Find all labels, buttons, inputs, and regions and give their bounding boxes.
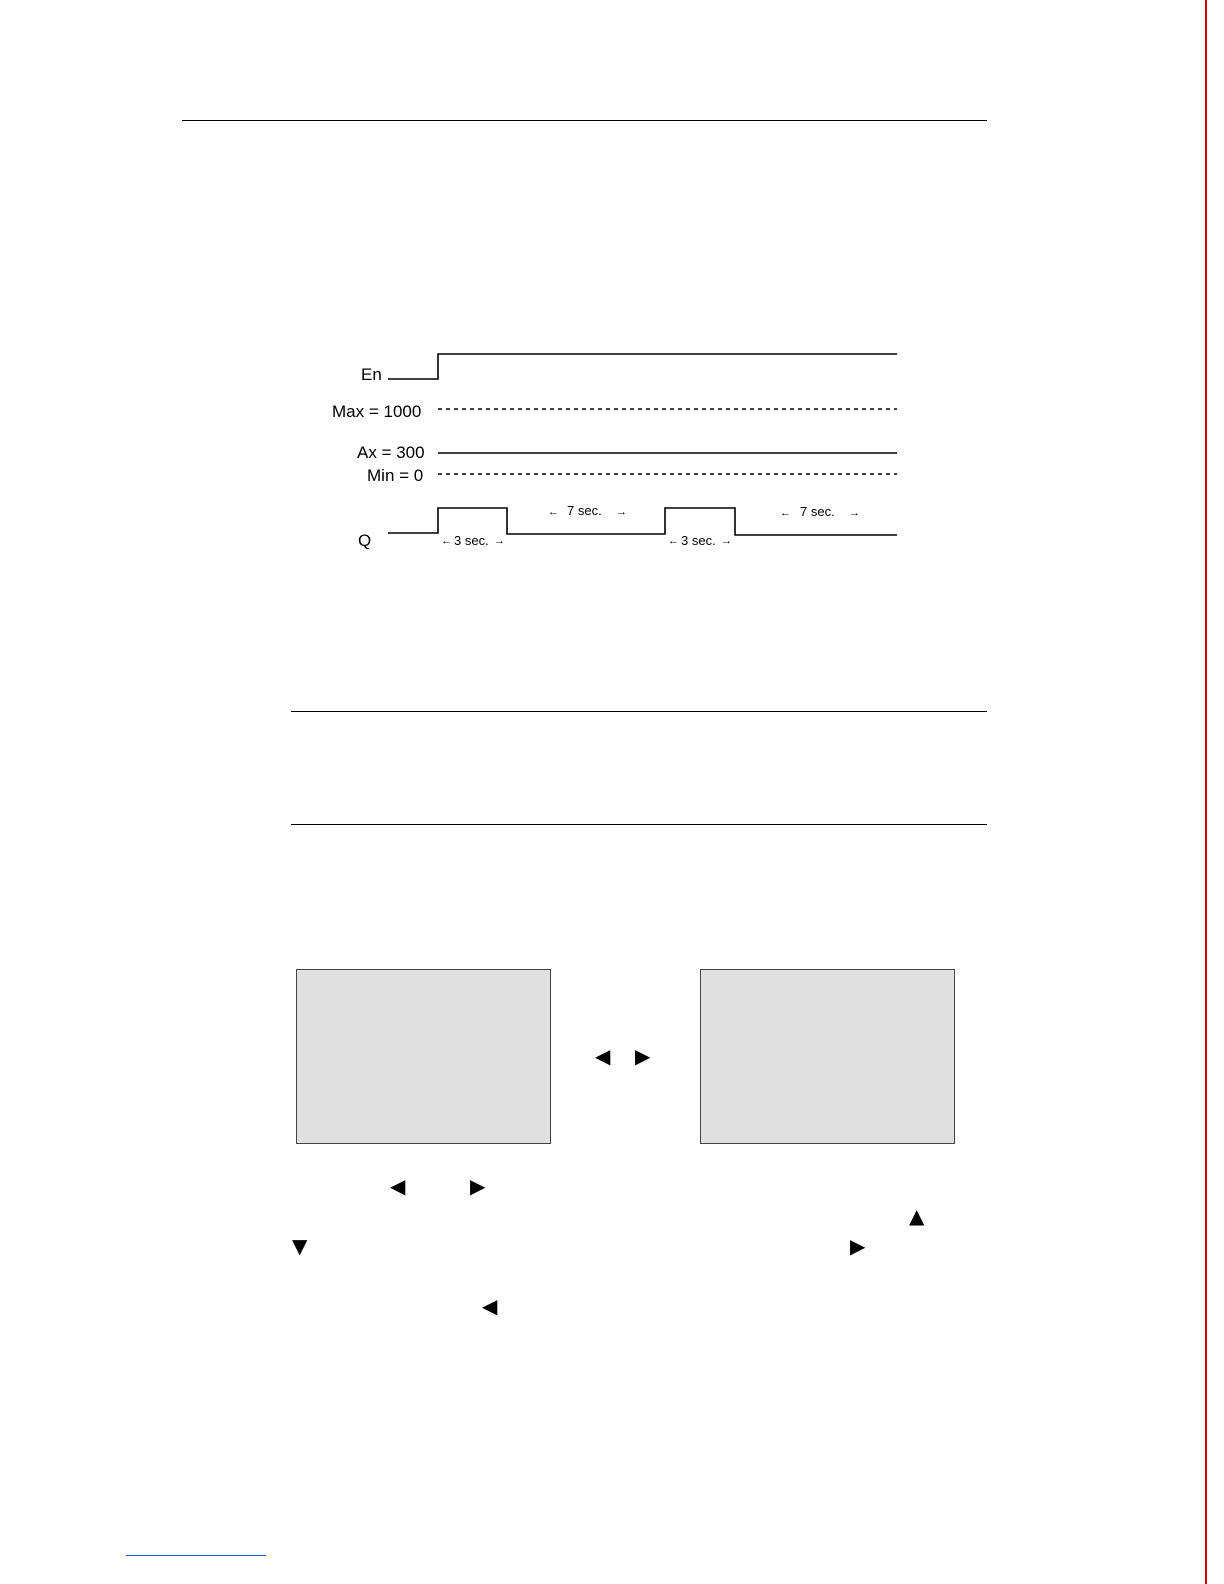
right-key-icon-2: ▶ bbox=[850, 1234, 866, 1258]
svg-text:→: → bbox=[721, 535, 732, 547]
page-edge-marker bbox=[1205, 0, 1224, 1584]
svg-text:→: → bbox=[616, 506, 627, 518]
label-ax: Ax = 300 bbox=[357, 443, 425, 462]
timing-diagram bbox=[320, 340, 910, 560]
svg-text:7 sec.: 7 sec. bbox=[567, 503, 602, 518]
note-top-rule bbox=[291, 711, 987, 712]
duration-on-1 bbox=[441, 533, 505, 548]
svg-text:3 sec.: 3 sec. bbox=[454, 533, 489, 548]
svg-text:7 sec.: 7 sec. bbox=[800, 504, 835, 519]
en-signal-line bbox=[388, 354, 897, 379]
footnote-link-rule bbox=[126, 1555, 266, 1556]
duration-off-1 bbox=[548, 503, 627, 518]
right-key-icon: ▶ bbox=[470, 1174, 486, 1198]
left-key-icon-2: ◀ bbox=[482, 1294, 498, 1318]
label-en: En bbox=[361, 365, 382, 384]
down-key-icon: ▼ bbox=[292, 1234, 308, 1258]
duration-off-2 bbox=[780, 504, 860, 519]
svg-text:←: ← bbox=[668, 535, 679, 547]
svg-text:→: → bbox=[494, 535, 505, 547]
svg-text:←: ← bbox=[780, 507, 791, 519]
label-min: Min = 0 bbox=[367, 466, 424, 485]
label-max: Max = 1000 bbox=[332, 402, 422, 421]
left-key-icon: ◀ bbox=[390, 1174, 406, 1198]
label-q: Q bbox=[358, 531, 372, 550]
svg-text:←: ← bbox=[548, 506, 559, 518]
right-arrow-icon: ▶ bbox=[635, 1044, 651, 1068]
svg-text:3 sec.: 3 sec. bbox=[681, 533, 716, 548]
svg-text:←: ← bbox=[441, 535, 452, 547]
duration-on-2 bbox=[668, 533, 732, 548]
display-panel-right bbox=[700, 969, 955, 1144]
header-rule bbox=[182, 120, 987, 121]
note-bottom-rule bbox=[291, 824, 987, 825]
up-key-icon: ▲ bbox=[909, 1204, 925, 1228]
svg-text:→: → bbox=[849, 507, 860, 519]
display-panel-left bbox=[296, 969, 551, 1144]
left-arrow-icon: ◀ bbox=[595, 1044, 611, 1068]
